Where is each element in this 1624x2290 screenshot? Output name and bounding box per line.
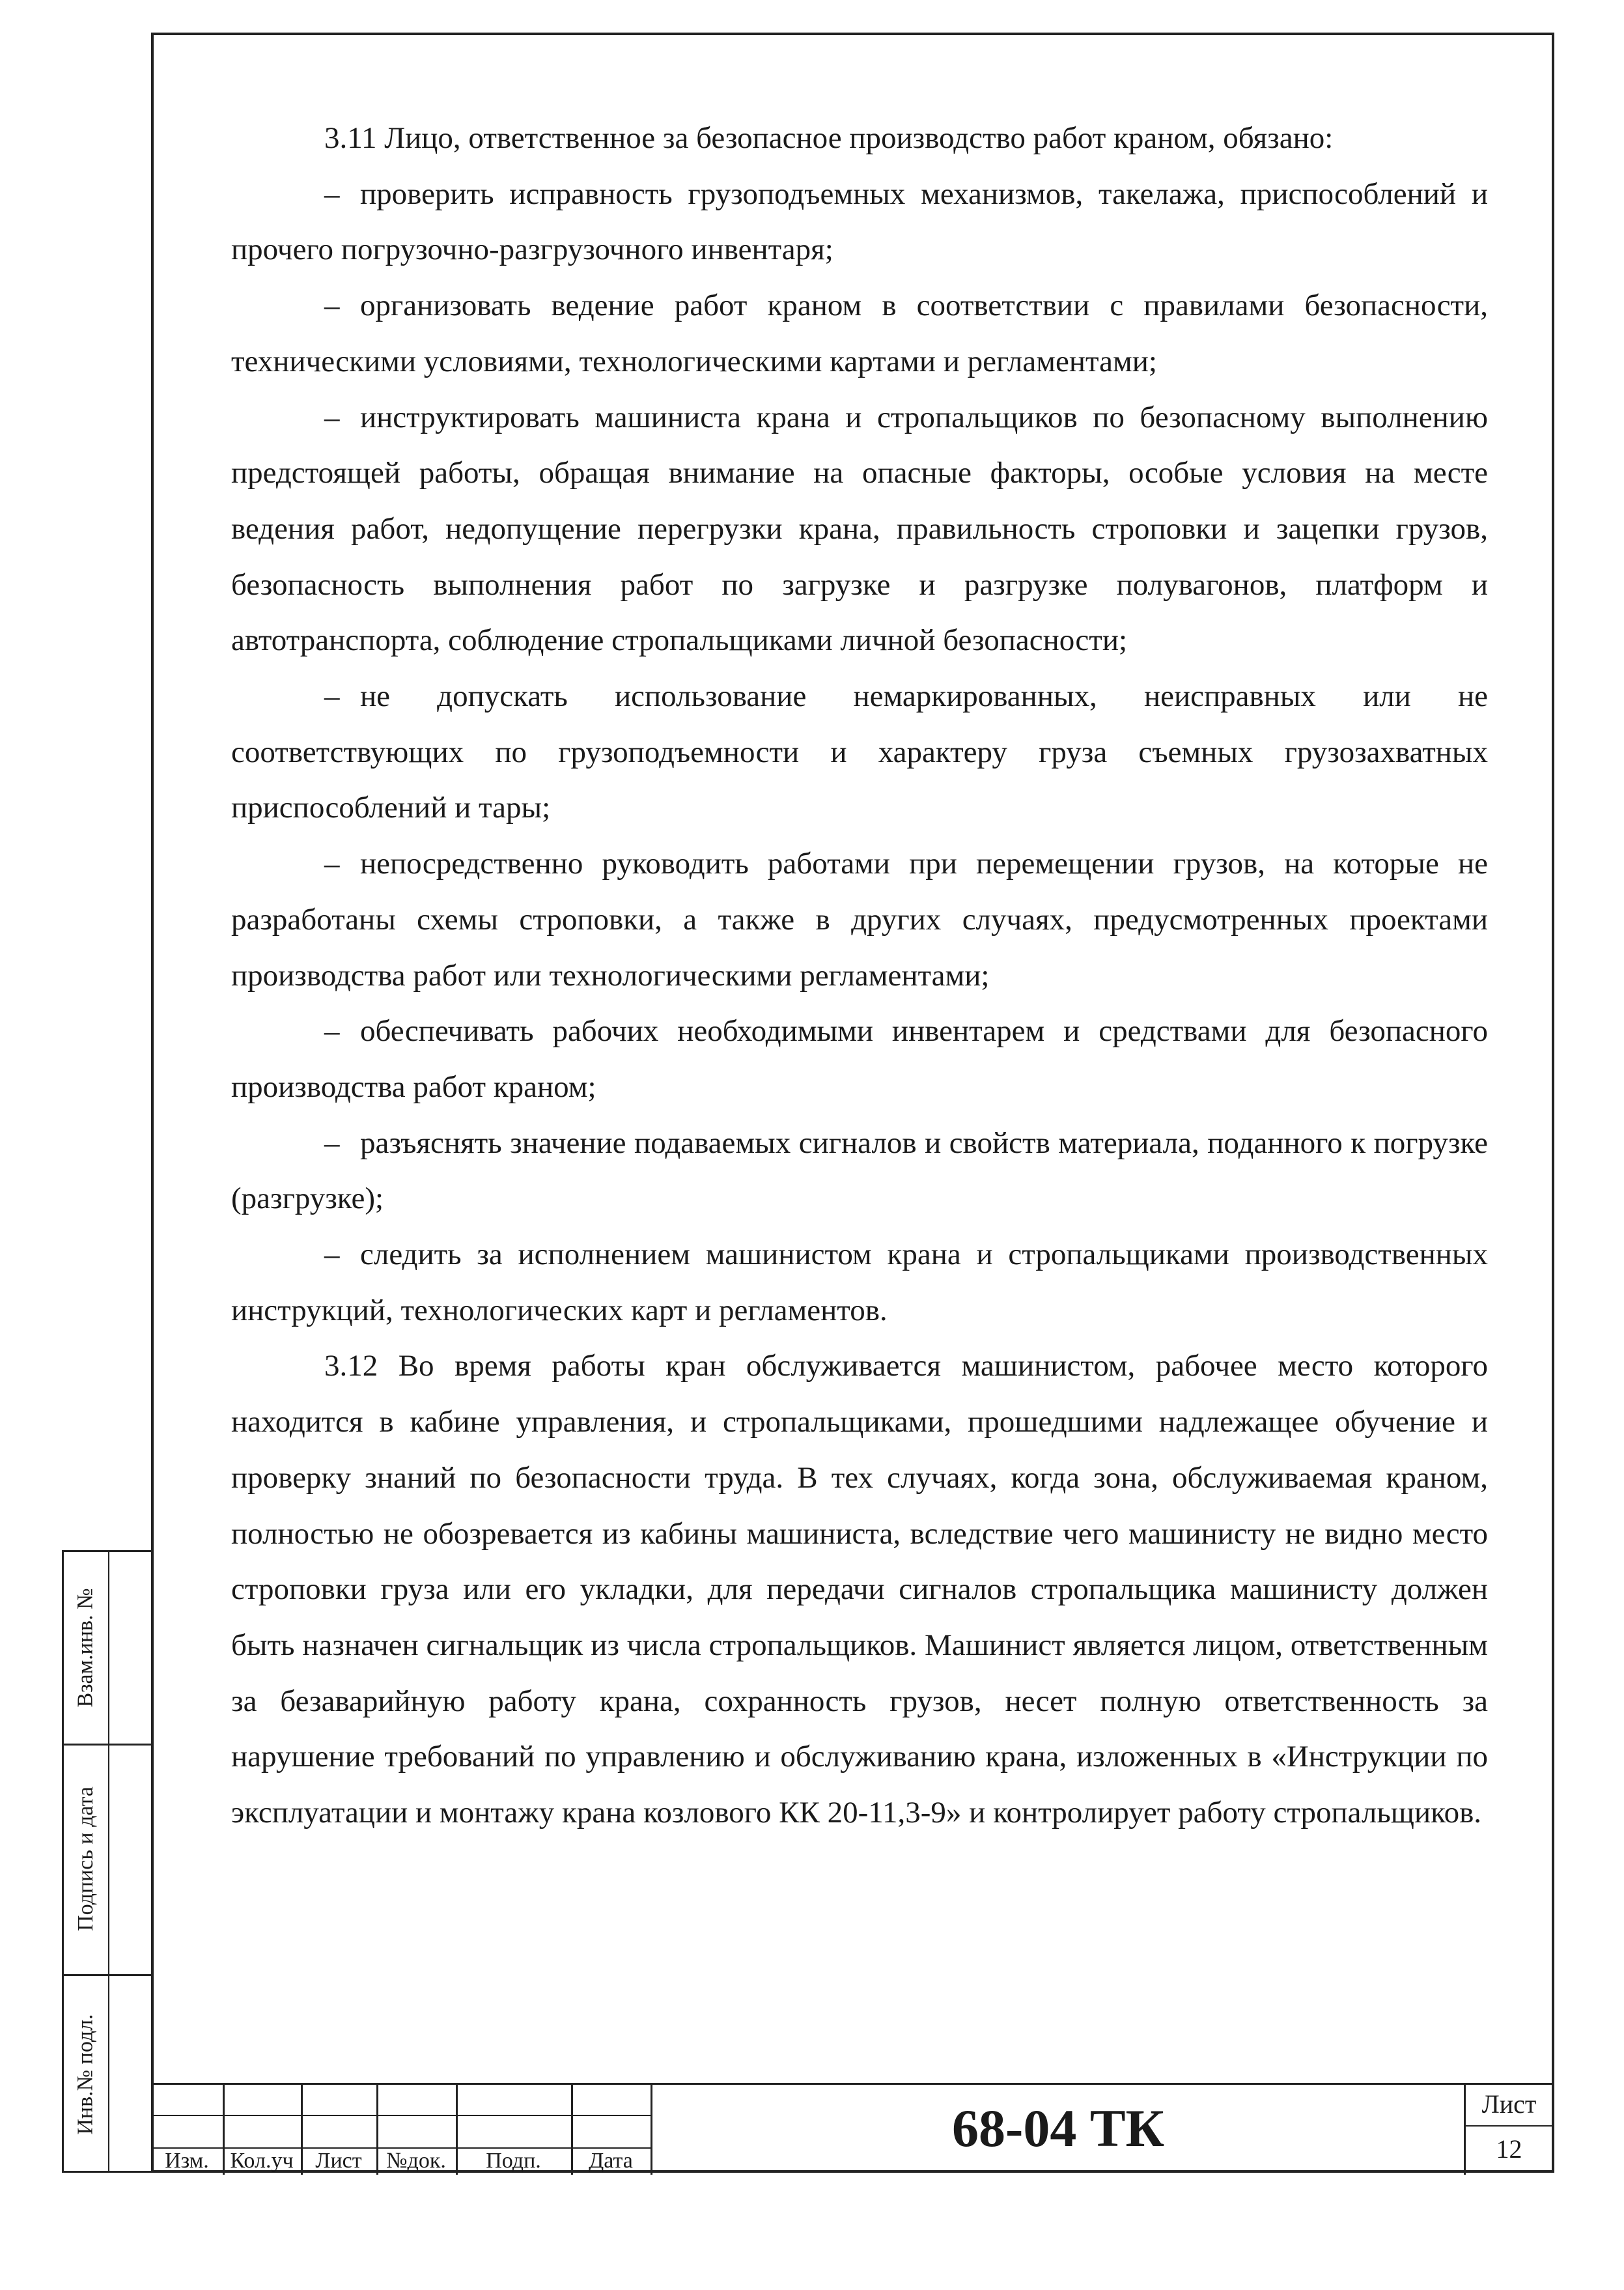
dash-bullet: – [324,847,340,881]
list-item [231,669,1488,836]
list-item-text: следить за исполнением машинистом крана и стропальщиками производственных инструкций, технологических карт и регламентов. [231,1237,1488,1327]
document-body [231,111,1488,1841]
list-item-text: разъяснять значение подаваемых сигналов и свойств материала, поданного к погрузке (разгрузке); [231,1125,1488,1216]
side-label-vzam: Взам.инв. № [74,1588,98,1708]
list-item-text: инструктировать машиниста крана и стропальщиков по безопасному выполнению предстоящей работы, обращая внимание на опасные факторы, особые условия на месте ведения работ, недопущение перегрузки крана, правильность строповки и зацепки грузов, безопасность выполнения работ по загрузке и разгрузке полувагонов, платформ и автотранспорта, соблюдение стропальщиками личной безопасности; [231,400,1488,658]
list-item-text: не допускать использование немаркированных, неисправных или не соответствующих по грузоподъемности и характеру груза съемных грузозахватных приспособлений и тары; [231,679,1488,825]
list-item-text: организовать ведение работ краном в соответствии с правилами безопасности, техническими условиями, технологическими картами и регламентами; [231,289,1488,378]
col-label-ndok: №док. [386,2149,446,2173]
list-item [231,836,1488,1004]
dash-bullet: – [324,1237,340,1272]
list-item [231,167,1488,278]
col-label-izm: Изм. [165,2149,209,2173]
dash-bullet: – [324,1014,340,1049]
sheet-label: Лист [1481,2089,1537,2119]
list-item [231,1116,1488,1227]
title-block-row-line [151,2115,651,2116]
list-item-text: проверить исправность грузоподъемных механизмов, такелажа, приспособлений и прочего погрузочно-разгрузочного инвентаря; [231,177,1488,267]
paragraph-3-11-intro: 3.11 Лицо, ответственное за безопасное производство работ краном, обязано: [324,121,1334,155]
side-stamp [62,1550,151,2173]
col-label-kol-uch: Кол.уч [230,2149,294,2173]
dash-bullet: – [324,1125,340,1160]
list-item-text: непосредственно руководить работами при перемещении грузов, на которые не разработаны схемы строповки, а также в других случаях, предусмотренных проектами производства работ или технологическими регламентами; [231,847,1488,993]
paragraph-3-12: 3.12 Во время работы кран обслуживается машинистом, рабочее место которого находится в кабине управления, и стропальщиками, прошедшими надлежащее обучение и проверку знаний по безопасности труда. В тех случаях, когда зона, обслуживаемая краном, полностью не обозревается из кабины машиниста, вследствие чего машинисту не видно место строповки груза или его укладки, для передачи сигналов стропальщика машинисту должен быть назначен сигнальщик из числа стропальщиков. Машинист является лицом, ответственным за безаварийную работу крана, сохранность грузов, несет полную ответственность за нарушение требований по управлению и обслуживанию крана, изложенных в «Инструкции по эксплуатации и монтажу крана козлового КК 20-11,3-9» и контролирует работу стропальщиков. [231,1349,1488,1830]
list-item [231,278,1488,389]
dash-bullet: – [324,177,340,211]
list-item-text: обеспечивать рабочих необходимыми инвентарем и средствами для безопасного производства работ краном; [231,1014,1488,1104]
col-label-list: Лист [315,2149,362,2173]
side-stamp-divider [108,1552,109,2171]
list-item [231,390,1488,670]
col-label-podp: Подп. [486,2149,541,2173]
col-label-data: Дата [589,2149,633,2173]
side-label-signature-date: Подпись и дата [74,1787,98,1931]
list-item [231,1227,1488,1338]
sheet-number: 12 [1496,2134,1522,2164]
list-item [231,1004,1488,1115]
document-code: 68-04 ТК [952,2099,1164,2158]
dash-bullet: – [324,400,340,434]
dash-bullet: – [324,289,340,323]
dash-bullet: – [324,679,340,714]
side-label-inv-original: Инв.№ подл. [74,2014,98,2135]
